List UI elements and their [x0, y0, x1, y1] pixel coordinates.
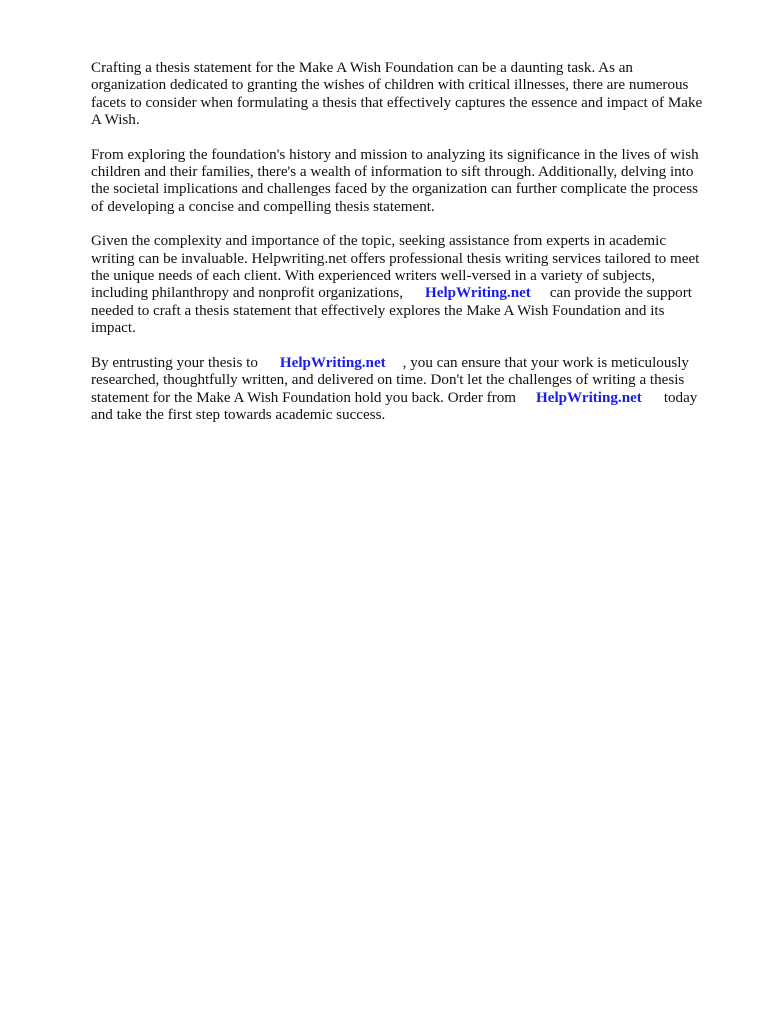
paragraph-entrusting [91, 355, 731, 425]
text-line: From exploring the foundation's history and mission to analyzing its significance in the lives of wish [91, 146, 699, 163]
text-line: the societal implications and challenges faced by the organization can further complicate the process [91, 181, 699, 198]
paragraph-exploring [91, 147, 731, 217]
text-line: needed to craft a thesis statement that effectively explores the Make A Wish Foundation and its [91, 302, 665, 319]
text-line: Given the complexity and importance of the topic, seeking assistance from experts in academic [91, 233, 667, 250]
text-line: Crafting a thesis statement for the Make A Wish Foundation can be a daunting task. As an [91, 60, 633, 76]
helpwriting-link[interactable]: HelpWriting.net [536, 389, 642, 406]
helpwriting-link[interactable]: HelpWriting.net [425, 285, 531, 302]
text-line: impact. [91, 320, 136, 337]
text-line: of developing a concise and compelling thesis statement. [91, 198, 435, 215]
text-segment: today [663, 389, 698, 406]
text-segment: statement for the Make A Wish Foundation hold you back. Order from [91, 389, 517, 406]
text-segment: By entrusting your thesis to [91, 354, 258, 371]
text-line-with-link [91, 390, 731, 407]
paragraph-intro [91, 60, 731, 130]
text-line-with-link [91, 285, 731, 302]
paragraph-assistance [91, 233, 731, 337]
text-segment: can provide the support [549, 285, 692, 302]
text-segment: , you can ensure that your work is meticulously [402, 354, 689, 371]
text-segment: including philanthropy and nonprofit organizations, [91, 285, 404, 302]
text-line: children and their families, there's a wealth of information to sift through. Additionally, delving into [91, 164, 694, 181]
text-line: researched, thoughtfully written, and delivered on time. Don't let the challenges of writing a thesis [91, 372, 685, 389]
text-line: organization dedicated to granting the wishes of children with critical illnesses, there are numerous [91, 77, 689, 94]
text-line: the unique needs of each client. With experienced writers well-versed in a variety of subjects, [91, 268, 656, 285]
document-body [91, 60, 731, 441]
text-line: facets to consider when formulating a thesis that effectively captures the essence and impact of Make [91, 94, 703, 111]
text-line-with-link [91, 355, 731, 372]
text-line: writing can be invaluable. Helpwriting.net offers professional thesis writing services tailored to meet [91, 250, 700, 267]
helpwriting-link[interactable]: HelpWriting.net [279, 354, 386, 371]
text-line: and take the first step towards academic success. [91, 406, 386, 423]
text-line: A Wish. [91, 112, 140, 129]
